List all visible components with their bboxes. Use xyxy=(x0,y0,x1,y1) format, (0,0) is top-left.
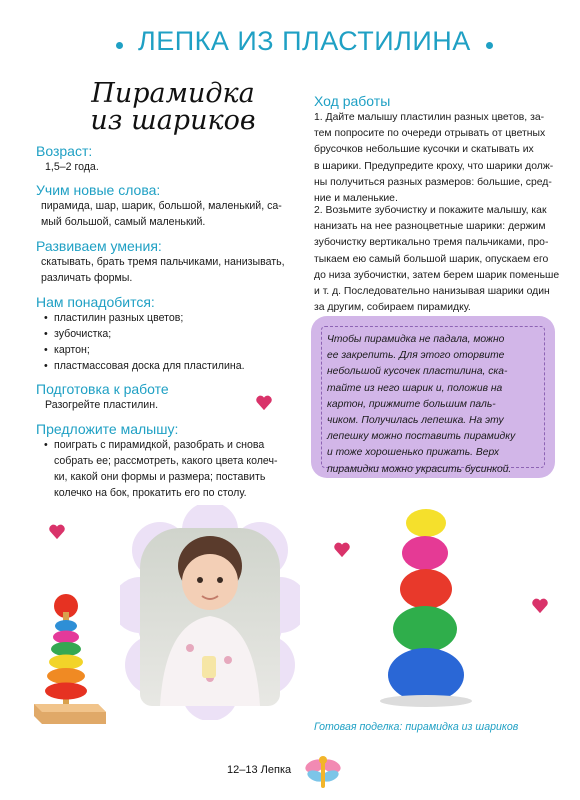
needs-item: • пластмассовая доска для пластилина. xyxy=(44,358,298,374)
skills-section xyxy=(36,238,298,286)
step2-line: тыкаем ею самый большой шарик, опускаем его xyxy=(314,253,549,265)
ring-pyramid-toy xyxy=(30,592,110,730)
tip-line: чиком. Получилась лепешка. На эту xyxy=(327,415,504,427)
offer-line-2: собрать ее; рассмотреть, какого цвета колеч- xyxy=(54,455,278,467)
tip-line: тайте из него шарик и, положив на xyxy=(327,382,503,394)
needs-item: • зубочистка; xyxy=(44,326,298,342)
step1-line: ны получиться разных размеров: большие, сред- xyxy=(314,176,552,188)
header-dot-left xyxy=(116,42,123,49)
words-heading: Учим новые слова: xyxy=(36,182,161,198)
dragonfly-logo-icon xyxy=(303,752,343,792)
step1-line: ние и маленькие. xyxy=(314,193,398,205)
tip-line: ее закрепить. Для этого оторвите xyxy=(327,350,505,362)
offer-line-4: колечко на бок, прокатить его по столу. xyxy=(54,487,247,499)
work-heading: Ход работы xyxy=(314,93,391,109)
step2-line: зубочистку вертикально тремя пальчиками, про- xyxy=(314,237,549,249)
baby-photo xyxy=(140,528,280,706)
work-step-1 xyxy=(314,110,568,207)
tip-line: и тоже хорошенько прижать. Верх xyxy=(327,447,500,459)
needs-heading: Нам понадобится: xyxy=(36,294,155,310)
heart-icon xyxy=(333,542,351,558)
age-heading: Возраст: xyxy=(36,143,93,159)
words-section xyxy=(36,182,298,230)
tip-box xyxy=(311,316,555,478)
page-footer xyxy=(227,764,291,776)
prep-text: Разогрейте пластилин. xyxy=(45,399,159,411)
header-dot-right xyxy=(486,42,493,49)
craft-title-line-2: из шариков xyxy=(90,105,256,136)
step1-line: тем попросите по очереди отрывать от цветных xyxy=(314,128,546,140)
photo-caption: Готовая поделка: пирамидка из шариков xyxy=(314,721,519,733)
tip-text xyxy=(327,332,539,478)
needs-list xyxy=(44,310,298,374)
step2-line: за другим, собираем пирамидку. xyxy=(314,302,471,314)
needs-item: • пластилин разных цветов; xyxy=(44,310,298,326)
age-text: 1,5–2 года. xyxy=(45,161,99,173)
offer-line-3: ки, какой они формы и размера; поставить xyxy=(54,471,266,483)
step2-line: до низа зубочистки, затем берем шарик поменьше xyxy=(314,269,560,281)
craft-title xyxy=(88,80,258,134)
step1-line: в шарики. Предупредите кроху, что шарики долж- xyxy=(314,160,554,172)
work-step-2 xyxy=(314,203,568,316)
prep-heading: Подготовка к работе xyxy=(36,381,169,397)
tip-line: картон, прижмите большим паль- xyxy=(327,398,496,410)
page-header xyxy=(0,22,580,66)
skills-line-2: различать формы. xyxy=(41,272,133,284)
page-title: ЛЕПКА ИЗ ПЛАСТИЛИНА xyxy=(138,26,471,56)
tip-line: пирамидки можно украсить бусинкой. xyxy=(327,463,512,475)
section-name: Лепка xyxy=(260,764,292,776)
offer-section xyxy=(36,421,298,501)
step2-line: 2. Возьмите зубочистку и покажите малышу, как xyxy=(314,205,547,216)
words-line-1: пирамида, шар, шарик, большой, маленький, са- xyxy=(41,200,282,212)
step2-line: и т. д. Последовательно нанизывая шарики один xyxy=(314,286,550,298)
step1-line: брусочков небольшие кусочки и скатывать их xyxy=(314,144,534,156)
heart-icon xyxy=(255,395,273,411)
tip-line: Чтобы пирамидка не падала, можно xyxy=(327,334,505,345)
tip-line: небольшой кусочек пластилина, ска- xyxy=(327,366,508,378)
heart-icon xyxy=(531,598,549,614)
step1-line: 1. Дайте малышу пластилин разных цветов, за- xyxy=(314,112,545,123)
age-section xyxy=(36,143,298,175)
needs-item: • картон; xyxy=(44,342,298,358)
craft-title-line-1: Пирамидка xyxy=(91,78,255,109)
page-numbers: 12–13 xyxy=(227,764,258,776)
words-line-2: мый большой, самый маленький. xyxy=(41,216,206,228)
skills-heading: Развиваем умения: xyxy=(36,238,162,254)
plasticine-pyramid xyxy=(378,505,478,710)
heart-icon xyxy=(48,524,66,540)
offer-bullet: • поиграть с пирамидкой, разобрать и снова собрать ее; рассмотреть, какого цвета колеч- ки, какой они формы и размера; поставить колечко на бок, прокатить его по столу. xyxy=(44,437,298,501)
offer-heading: Предложите малышу: xyxy=(36,421,179,437)
needs-section xyxy=(36,294,298,374)
offer-line-1: поиграть с пирамидкой, разобрать и снова xyxy=(54,439,265,451)
tip-line: лепешку можно поставить пирамидку xyxy=(327,431,516,443)
skills-line-1: скатывать, брать тремя пальчиками, нанизывать, xyxy=(41,256,285,268)
step2-line: нанизать на нее разноцветные шарики: держим xyxy=(314,221,546,233)
